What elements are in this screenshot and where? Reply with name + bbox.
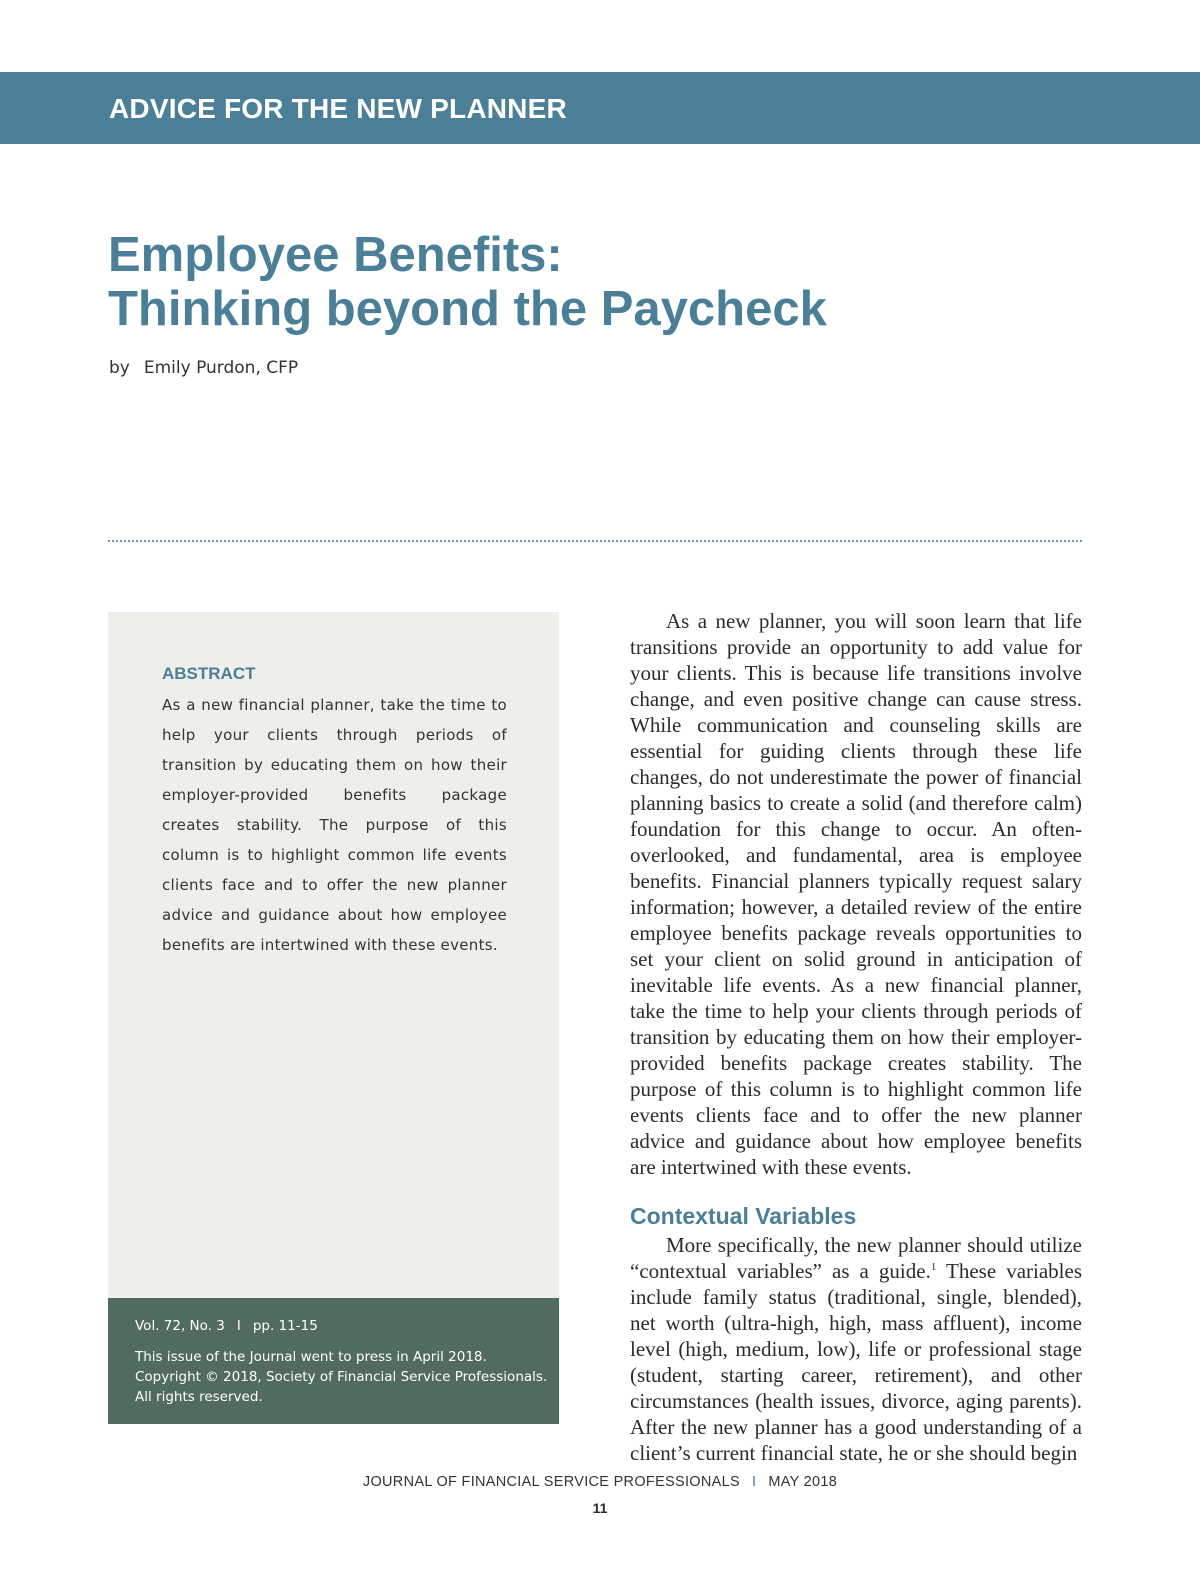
article-title <box>108 228 1008 336</box>
page-range: pp. 11-15 <box>252 1318 318 1334</box>
volume-number: Vol. 72, No. 3 <box>135 1318 225 1334</box>
publication-info-box <box>108 1298 559 1424</box>
volume-separator: I <box>236 1318 241 1334</box>
volume-line <box>135 1318 318 1334</box>
body-paragraph-2 <box>630 1232 1082 1466</box>
dotted-divider <box>108 540 1082 542</box>
footnote-reference: 1 <box>930 1261 937 1273</box>
article-title-line-2: Thinking beyond the Paycheck <box>108 282 827 336</box>
article-title-line-1: Employee Benefits: <box>108 228 563 282</box>
journal-name: JOURNAL OF FINANCIAL SERVICE PROFESSIONALS <box>362 1474 740 1490</box>
footer-separator: I <box>751 1474 757 1490</box>
abstract-text: As a new financial planner, take the time to help your clients through periods of transition by educating them on how their employer-provided benefits package creates stability. The purpose of this column is to highlight common life events clients face and to offer the new planner advice and guidance about how employee benefits are intertwined with these events. <box>162 696 507 954</box>
section-header-band <box>0 72 1200 144</box>
article-body <box>630 608 1082 1466</box>
section-heading-contextual-variables: Contextual Variables <box>630 1203 857 1229</box>
byline-prefix: by <box>109 358 130 378</box>
page-number: 11 <box>592 1500 608 1516</box>
byline <box>109 358 298 378</box>
abstract-heading: ABSTRACT <box>162 664 256 683</box>
press-copyright-note: This issue of the Journal went to press in April 2018. Copyright © 2018, Society of Financial Service Professionals. All rights reserved. <box>135 1349 548 1405</box>
abstract-box <box>108 612 559 1298</box>
issue-date: MAY 2018 <box>768 1474 838 1490</box>
body-paragraph-2-start: More specifically, the new planner should utilize “contextual variables” as a guide. <box>630 1233 1082 1283</box>
author-name: Emily Purdon, CFP <box>143 358 299 378</box>
page-footer <box>0 1474 1200 1490</box>
body-paragraph-2-rest: These variables include family status (traditional, single, blended), net worth (ultra-high, high, mass affluent), income level (high, medium, low), life or professional stage (student, starting career, retirement), and other circumstances (health issues, divorce, aging parents). After the new planner has a good understanding of a client’s current financial state, he or she should begin <box>630 1259 1083 1465</box>
body-paragraph-1: As a new planner, you will soon learn that life transitions provide an opportunity to add value for your clients. This is because life transitions involve change, and even positive change can cause stress. While communication and counseling skills are essential for guiding clients through these life changes, do not underestimate the power of financial planning basics to create a solid (and therefore calm) foundation for this change to occur. An often-overlooked, and fundamental, area is employee benefits. Financial planners typically request salary information; however, a detailed review of the entire employee benefits package reveals opportunities to set your client on solid ground in anticipation of inevitable life events. As a new financial planner, take the time to help your clients through periods of transition by educating them on how their employer-provided benefits package creates stability. The purpose of this column is to highlight common life events clients face and to offer the new planner advice and guidance about how employee benefits are intertwined with these events. <box>630 609 1082 1179</box>
section-label: ADVICE FOR THE NEW PLANNER <box>109 93 567 124</box>
